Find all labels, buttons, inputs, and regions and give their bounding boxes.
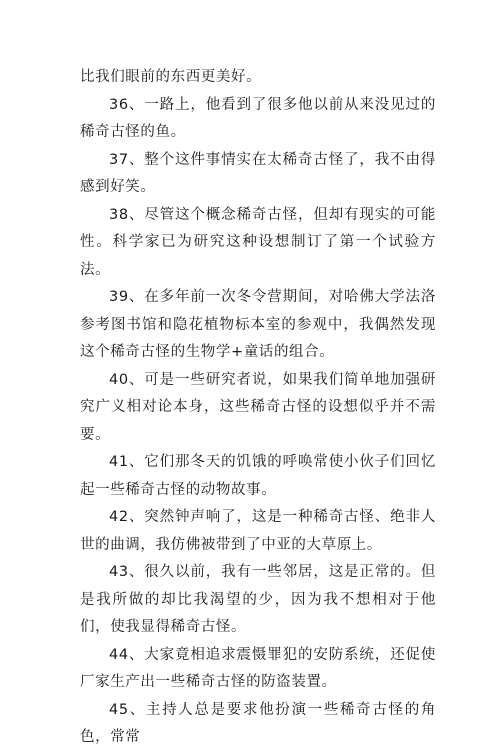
paragraph-43: 43、很久以前，我有一些邻居，这是正常的。但是我所做的却比我渴望的少，因为我不想相对于他们，使我显得稀奇古怪。 (80, 564, 436, 635)
paragraph-45: 45、主持人总是要求他扮演一些稀奇古怪的角色，常常 (80, 701, 436, 745)
paragraph-continuation: 比我们眼前的东西更美好。 (80, 69, 262, 85)
paragraph-38: 38、尽管这个概念稀奇古怪，但却有现实的可能性。科学家已为研究这种设想制订了第一个试验方法。 (80, 206, 436, 278)
paragraph-42: 42、突然钟声响了，这是一种稀奇古怪、绝非人世的曲调，我仿佛被带到了中亚的大草原上。 (80, 509, 436, 553)
paragraph-41: 41、它们那冬天的饥饿的呼唤常使小伙子们回忆起一些稀奇古怪的动物故事。 (80, 454, 436, 498)
paragraph-36: 36、一路上，他看到了很多他以前从来没见过的稀奇古怪的鱼。 (80, 96, 436, 140)
paragraph-39: 39、在多年前一次冬令营期间，对哈佛大学法洛参考图书馆和隐花植物标本室的参观中，我偶然发现这个稀奇古怪的生物学+童话的组合。 (80, 289, 436, 360)
paragraph-37: 37、整个这件事情实在太稀奇古怪了，我不由得感到好笑。 (80, 151, 436, 195)
paragraph-44: 44、大家竟相追求震慑罪犯的安防系统，还促使厂家生产出一些稀奇古怪的防盗装置。 (80, 646, 436, 690)
paragraph-40: 40、可是一些研究者说，如果我们简单地加强研究广义相对论本身，这些稀奇古怪的设想似乎并不需要。 (80, 371, 436, 443)
